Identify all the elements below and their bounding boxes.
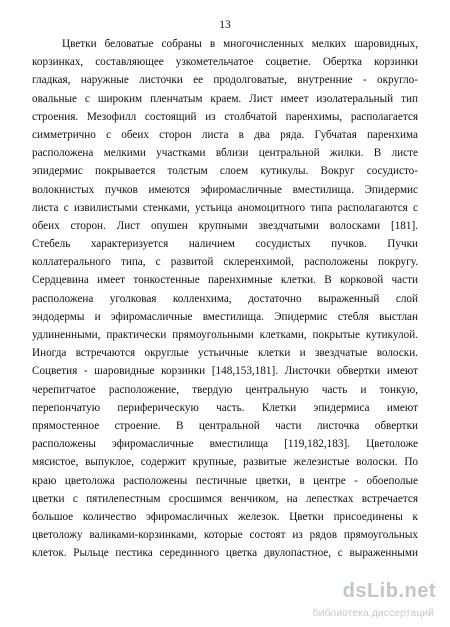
text-line: обеих сторон. Лист опушен крупными звездчатыми волосками [181]. [32,219,418,232]
watermark [312,580,442,624]
text-line: эндодермы и эфиромасличные вместилища. Эпидермис стебля выстлан [32,310,418,323]
page-number: 13 [219,19,231,31]
text-line: Соцветия - шаровидные корзинки [148,153,181]. Листочки обвертки имеют [32,365,418,378]
text-line: Стебель характеризуется наличием сосудистых пучков. Пучки [32,238,418,251]
text-line: Сердцевина имеет тонкостенные паренхимные клетки. В корковой части [32,274,418,287]
text-line: клеток. Рыльце пестика серединного цветка двулопастное, с выраженными [32,547,418,560]
text-line: удлиненными, практически прямоугольными клетками, покрытые кутикулой. [32,329,418,341]
text-line: эпидермис покрывается толстым слоем кутикулы. Вокруг сосудисто- [32,165,418,178]
text-line: большое количество эфиромасличных железок. Цветки присоединены к [32,510,418,523]
watermark-logo: dsLib.net [342,580,436,602]
text-line: расположена мелкими участками вблизи центральной жилки. В листе [32,147,418,160]
text-line: волокнистых пучков имеются эфиромасличные вместилища. Эпидермис [32,183,418,196]
text-line: строения. Мезофилл состоящий из столбчатой паренхимы, располагается [32,110,418,123]
text-line: корзинках, составляющее узкометельчатое соцветие. Обертка корзинки [32,56,418,69]
text-line: Иногда встречаются округлые устьичные клетки и звездчатые волоски. [32,347,418,360]
text-line: цветки с пятилепестным сросшимся венчиком, на лепестках встречается [32,492,418,505]
text-line: гладкая, наружные листочки ее продолговатые, внутренние - округло- [32,74,418,87]
text-line: расположена уголковая колленхима, достаточно выраженный слой [32,292,418,305]
text-line: листа с извилистыми стенками, устьица аномоцитного типа располагаются с [32,201,418,214]
text-line: черепитчатое расположение, твердую центральную часть и тонкую, [32,383,418,396]
text-line: расположены эфиромасличные вместилища [119,182,183]. Цветоложе [32,438,418,451]
text-line: прямостенное строение. В центральной части листочка обвертки [32,419,418,432]
text-line: симметрично с обеих сторон листа в два ряда. Губчатая паренхима [32,128,418,141]
watermark-tagline: библиотека диссертаций [312,607,434,619]
text-line: цветоложу валиками-корзинками, которые состоят из рядов прямоугольных [32,529,418,542]
text-line: коллатерального типа, с развитой склеренхимой, расположены покругу. [32,256,418,269]
text-line: краю цветоложа расположены пестичные цветки, в центре - обоеполые [32,474,418,487]
text-line: Цветки беловатые собраны в многочисленных мелких шаровидных, [62,38,418,50]
text-line: перепончатую периферическую часть. Клетки эпидермиса имеют [32,401,418,414]
body-text [32,35,418,562]
text-line: мясистое, выпуклое, содержит крупные, развитые железистые волоски. По [32,456,418,469]
text-line: овальные с широким пленчатым краем. Лист имеет изолатеральный тип [32,92,418,105]
